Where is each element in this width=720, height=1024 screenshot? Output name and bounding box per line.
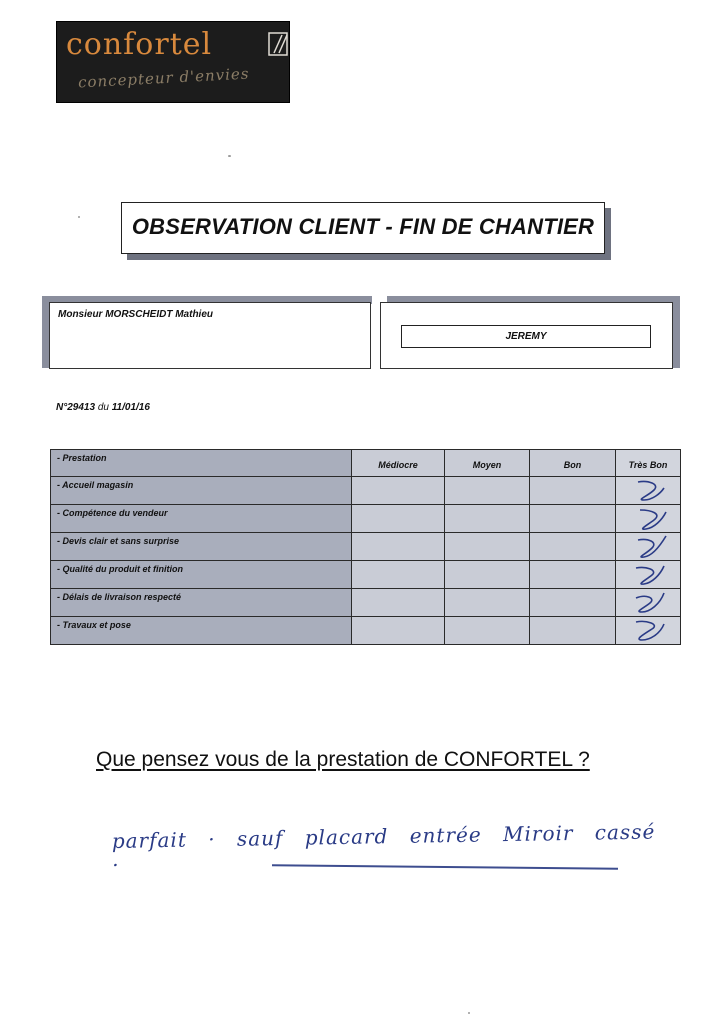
cell-moyen[interactable]: [445, 561, 530, 589]
cell-mediocre[interactable]: [352, 477, 445, 505]
vendor-name: JEREMY: [505, 331, 547, 342]
handwritten-answer-text: parfait · sauf placard entrée Miroir cassé ·: [111, 819, 656, 877]
document-title: OBSERVATION CLIENT - FIN DE CHANTIER: [131, 214, 595, 239]
rating-table: [50, 449, 681, 645]
header-moyen: Moyen: [445, 450, 530, 477]
table-row: [51, 533, 681, 561]
cell-tres-bon[interactable]: [616, 589, 681, 617]
cell-moyen[interactable]: [445, 477, 530, 505]
handwritten-check-icon: [630, 590, 670, 616]
company-logo: [56, 21, 290, 103]
cell-moyen[interactable]: [445, 505, 530, 533]
cell-mediocre[interactable]: [352, 561, 445, 589]
cell-moyen[interactable]: [445, 589, 530, 617]
client-name: Monsieur MORSCHEIDT Mathieu: [58, 309, 214, 320]
cell-mediocre[interactable]: [352, 533, 445, 561]
order-date: 11/01/16: [111, 402, 150, 413]
vendor-box-shadow-side: [672, 296, 680, 368]
handwritten-answer: [100, 790, 680, 890]
table-row: [51, 589, 681, 617]
handwritten-check-icon: [630, 534, 670, 560]
cell-bon[interactable]: [530, 533, 616, 561]
order-number: N°29413: [56, 402, 96, 413]
table-row: [51, 505, 681, 533]
cell-tres-bon[interactable]: [616, 617, 681, 645]
table-header-row: [51, 450, 681, 477]
header-mediocre: Médiocre: [352, 450, 445, 477]
order-reference: [56, 402, 150, 413]
logo-tagline: concepteur d'envies: [77, 64, 250, 92]
logo-mark-icon: [268, 31, 290, 57]
table-row: [51, 561, 681, 589]
vendor-name-box: [401, 325, 651, 348]
scan-speck: [78, 216, 80, 218]
feedback-question: Que pensez vous de la prestation de CONFORTEL ?: [96, 748, 590, 771]
table-row: [51, 617, 681, 645]
row-label: - Travaux et pose: [51, 617, 352, 645]
cell-bon[interactable]: [530, 617, 616, 645]
cell-moyen[interactable]: [445, 533, 530, 561]
header-prestation: - Prestation: [51, 450, 352, 477]
row-label: - Qualité du produit et finition: [51, 561, 352, 589]
handwritten-check-icon: [630, 506, 670, 532]
header-bon: Bon: [530, 450, 616, 477]
logo-brand: [66, 27, 212, 62]
row-label: - Délais de livraison respecté: [51, 589, 352, 617]
cell-bon[interactable]: [530, 589, 616, 617]
handwritten-check-icon: [630, 478, 670, 504]
logo-brand-text: confortel: [66, 27, 213, 62]
row-label: - Compétence du vendeur: [51, 505, 352, 533]
vendor-box: [380, 302, 673, 369]
row-label: - Accueil magasin: [51, 477, 352, 505]
scan-speck: [468, 1012, 470, 1014]
cell-tres-bon[interactable]: [616, 561, 681, 589]
table-row: [51, 477, 681, 505]
cell-tres-bon[interactable]: [616, 477, 681, 505]
row-label: - Devis clair et sans surprise: [51, 533, 352, 561]
cell-mediocre[interactable]: [352, 505, 445, 533]
cell-moyen[interactable]: [445, 617, 530, 645]
client-box: [49, 302, 371, 369]
cell-bon[interactable]: [530, 505, 616, 533]
cell-mediocre[interactable]: [352, 589, 445, 617]
cell-tres-bon[interactable]: [616, 533, 681, 561]
order-separator: du: [97, 402, 109, 413]
cell-bon[interactable]: [530, 561, 616, 589]
handwritten-check-icon: [630, 618, 670, 644]
cell-bon[interactable]: [530, 477, 616, 505]
document-title-box: [121, 202, 605, 254]
header-tres-bon: Très Bon: [616, 450, 681, 477]
cell-mediocre[interactable]: [352, 617, 445, 645]
scan-speck: [228, 155, 231, 157]
handwritten-check-icon: [630, 562, 670, 588]
cell-tres-bon[interactable]: [616, 505, 681, 533]
